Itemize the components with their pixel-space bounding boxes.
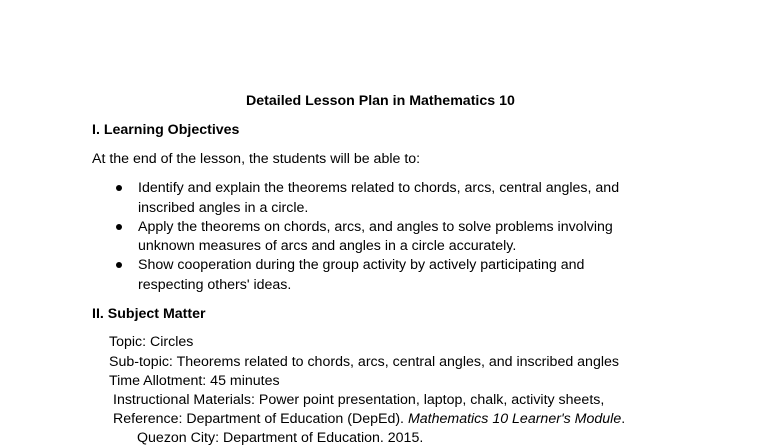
reference-suffix: . <box>621 411 626 427</box>
section-heading-subject-matter: II. Subject Matter <box>92 306 206 322</box>
objective-1-line2: inscribed angles in a circle. <box>138 200 309 216</box>
bullet-icon <box>116 185 122 191</box>
objective-2-line2: unknown measures of arcs and angles in a circle accurately. <box>138 238 517 254</box>
objective-3-line2: respecting others' ideas. <box>138 277 292 293</box>
objective-3-line1: Show cooperation during the group activity by actively participating and <box>138 257 585 273</box>
subject-materials: Instructional Materials: Power point presentation, laptop, chalk, activity sheets, <box>113 392 605 408</box>
objective-1-line1: Identify and explain the theorems related to chords, arcs, central angles, and <box>138 180 620 196</box>
subject-reference-line2: Quezon City: Department of Education. 2015. <box>137 430 424 446</box>
subject-topic: Topic: Circles <box>109 334 194 350</box>
document-title: Detailed Lesson Plan in Mathematics 10 <box>246 93 515 109</box>
section-heading-learning-objectives: I. Learning Objectives <box>92 122 240 138</box>
objective-2-line1: Apply the theorems on chords, arcs, and angles to solve problems involving <box>138 219 613 235</box>
subject-time-allotment: Time Allotment: 45 minutes <box>109 373 280 389</box>
objectives-intro: At the end of the lesson, the students will be able to: <box>92 151 421 167</box>
reference-prefix: Reference: Department of Education (DepEd). <box>113 411 408 427</box>
bullet-icon <box>116 224 122 230</box>
bullet-icon <box>116 262 122 268</box>
reference-title: Mathematics 10 Learner's Module <box>407 411 622 427</box>
subject-subtopic: Sub-topic: Theorems related to chords, arcs, central angles, and inscribed angles <box>109 354 619 370</box>
subject-reference <box>113 411 625 428</box>
